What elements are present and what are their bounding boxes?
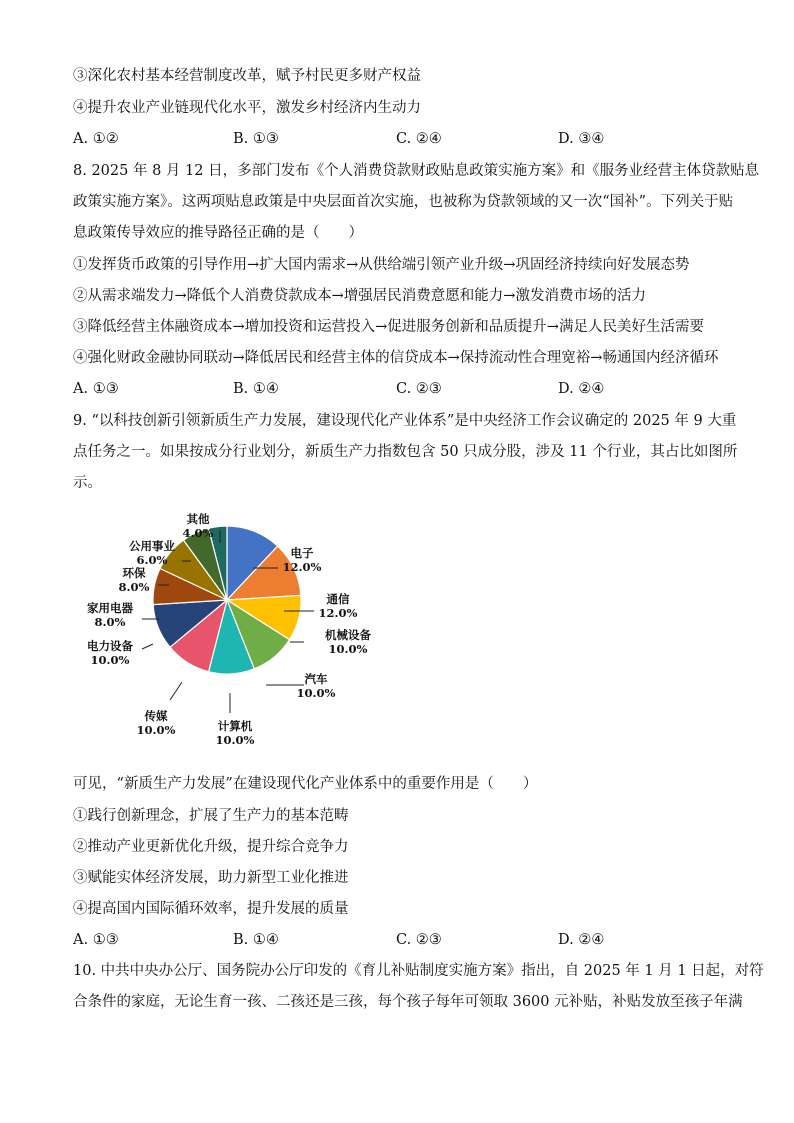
q9-option-d: D. ②④ [558,932,605,948]
slice-value-label: 8.0% [94,615,126,629]
q9-option-b: B. ①④ [233,932,279,948]
q8-option-d: D. ②④ [558,381,605,397]
slice-category-label: 传媒 [144,709,168,723]
q8-option-a: A. ①③ [73,381,119,397]
q7-option-c: C. ②④ [396,131,442,147]
q8-statement-2: ②从需求端发力→降低个人消费贷款成本→增强居民消费意愿和能力→激发消费市场的活力 [73,288,646,304]
leader-line [142,644,153,649]
q9-stem-line-1: 9. “以科技创新引领新质生产力发展，建设现代化产业体系”是中央经济工作会议确定的 2025 年 9 大重 [73,413,737,429]
q8-option-c: C. ②③ [396,381,442,397]
slice-category-label: 公用事业 [129,539,175,553]
slice-category-label: 环保 [122,566,146,580]
q8-statement-3: ③降低经营主体融资成本→增加投资和运营投入→促进服务创新和品质提升→满足人民美好生活需要 [73,319,704,335]
q9-statement-3: ③赋能实体经济发展，助力新型工业化推进 [73,870,349,886]
q7-statement-4: ④提升农业产业链现代化水平，激发乡村经济内生动力 [73,100,421,116]
industry-pie-chart [70,505,400,750]
slice-value-label: 6.0% [136,553,168,567]
q7-option-b: B. ①③ [233,131,279,147]
slice-category-label: 电力设备 [87,639,133,653]
q8-statement-4: ④强化财政金融协同联动→降低居民和经营主体的信贷成本→保持流动性合理宽裕→畅通国内经济循环 [73,350,719,366]
q9-statement-1: ①践行创新理念，扩展了生产力的基本范畴 [73,808,349,824]
q9-statement-4: ④提高国内国际循环效率，提升发展的质量 [73,901,349,917]
q9-question: 可见，“新质生产力发展”在建设现代化产业体系中的重要作用是（ ） [73,776,538,792]
slice-category-label: 家用电器 [87,601,133,615]
slice-category-label: 机械设备 [325,628,371,642]
slice-value-label: 10.0% [136,723,176,737]
q8-stem-line-3: 息政策传导效应的推导路径正确的是（ ） [73,225,363,241]
slice-value-label: 10.0% [328,642,368,656]
q8-statement-1: ①发挥货币政策的引导作用→扩大国内需求→从供给端引领产业升级→巩固经济持续向好发展态势 [73,257,690,273]
q7-statement-3: ③深化农村基本经营制度改革，赋予村民更多财产权益 [73,68,421,84]
q9-option-a: A. ①③ [73,932,119,948]
q10-stem-line-1: 10. 中共中央办公厅、国务院办公厅印发的《育儿补贴制度实施方案》指出，自 2025 年 1 月 1 日起，对符 [73,963,764,979]
q9-stem-line-3: 示。 [73,475,102,491]
slice-category-label: 汽车 [304,672,328,686]
q8-option-b: B. ①④ [233,381,279,397]
slice-value-label: 10.0% [296,686,336,700]
q9-stem-line-2: 点任务之一。如果按成分行业划分，新质生产力指数包含 50 只成分股，涉及 11 个行业，其占比如图所 [73,444,738,460]
leader-line [170,682,182,700]
slice-category-label: 计算机 [217,719,253,733]
slice-value-label: 10.0% [90,653,130,667]
slice-value-label: 4.0% [182,526,214,540]
slice-value-label: 12.0% [282,560,322,574]
q8-stem-line-2: 政策实施方案》。这两项贴息政策是中央层面首次实施，也被称为贷款领域的又一次“国补”。下列关于贴 [73,194,734,210]
slice-category-label: 电子 [290,546,314,560]
slice-category-label: 通信 [326,592,350,606]
q7-option-a: A. ①② [73,131,119,147]
q9-option-c: C. ②③ [396,932,442,948]
q9-statement-2: ②推动产业更新优化升级，提升综合竞争力 [73,839,349,855]
slice-category-label: 其他 [186,512,210,526]
slice-value-label: 10.0% [215,733,255,747]
slice-value-label: 12.0% [318,606,358,620]
q8-stem-line-1: 8. 2025 年 8 月 12 日，多部门发布《个人消费贷款财政贴息政策实施方案》和《服务业经营主体贷款贴息 [73,163,760,179]
q7-option-d: D. ③④ [558,131,605,147]
slice-value-label: 8.0% [118,580,150,594]
q10-stem-line-2: 合条件的家庭，无论生育一孩、二孩还是三孩，每个孩子每年可领取 3600 元补贴，补贴发放至孩子年满 [73,994,743,1010]
